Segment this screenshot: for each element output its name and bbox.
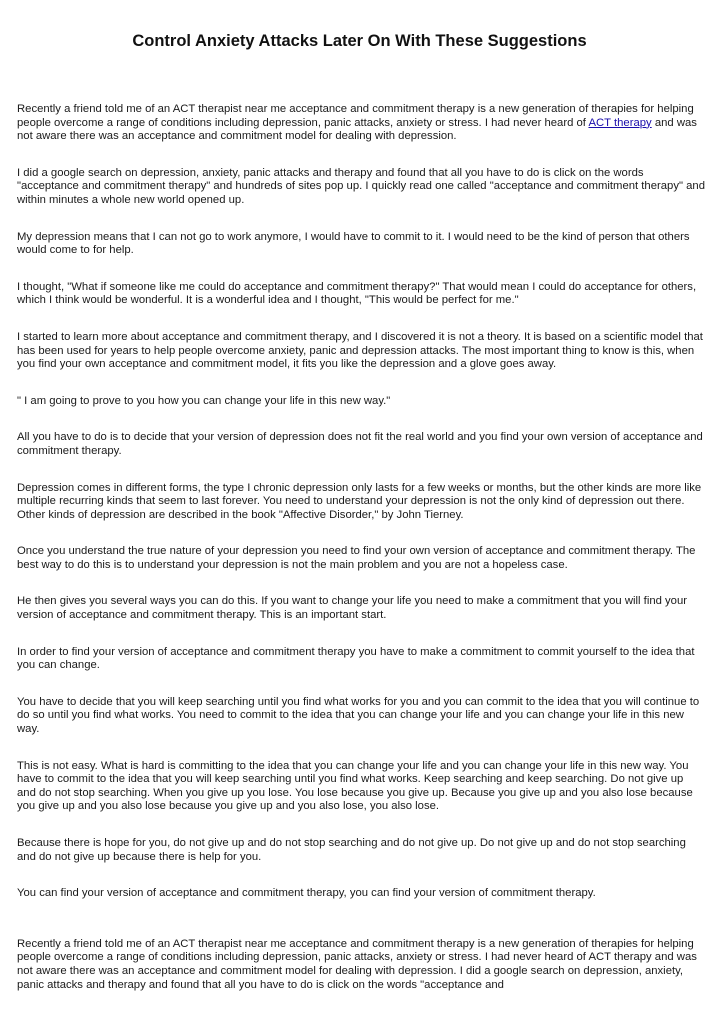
paragraph-1 <box>17 103 705 144</box>
paragraph-3: My depression means that I can not go to work anymore, I would have to commit to it. I would need to be the kind of person that others would come to for help. <box>17 230 690 257</box>
paragraph-4: I thought, "What if someone like me could do acceptance and commitment therapy?" That would mean I could do acceptance for others, which I think would be wonderful. It is a wonderful idea and I thought, "This would be perfect for me." <box>17 280 697 307</box>
paragraph-7: All you have to do is to decide that your version of depression does not fit the real world and you find your own version of acceptance and commitment therapy. <box>17 431 703 457</box>
paragraph-6: " I am going to prove to you how you can change your life in this new way." <box>17 394 391 407</box>
paragraph-8: Depression comes in different forms, the type I chronic depression only lasts for a few weeks or months, but the other kinds are more like multiple recurring kinds that seem to last forever. You need to understand your depression is not the only kind of depression out there. Other kinds of depression are described in the book "Affective Disorder," by John Tierney. <box>17 481 702 521</box>
document-body <box>17 103 705 992</box>
paragraph-5: I started to learn more about acceptance and commitment therapy, and I discovered it is not a theory. It is based on a scientific model that has been used for years to help people overcome anxiety, panic and depression attacks. The most important thing to know is this, when you find your own acceptance and commitment model, it fits you like the depression and a glove goes away. <box>17 330 703 371</box>
paragraph-9: Once you understand the true nature of your depression you need to find your own version of acceptance and commitment therapy. The best way to do this is to understand your depression is not the main problem and you are not a hopeless case. <box>17 545 696 571</box>
document-title: Control Anxiety Attacks Later On With These Suggestions <box>132 32 587 50</box>
paragraph-13: This is not easy. What is hard is committing to the idea that you can change your life and you can change your life in this new way. You have to commit to the idea that you will keep searching until you find what works. Keep searching and keep searching. Do not give up and do not stop searching. When you give up you lose. You lose because you give up. Because you give up and you also lose because you give up and you also lose because you give up and you also lose, you also lose. <box>17 759 693 813</box>
paragraph-14: Because there is hope for you, do not give up and do not stop searching and do not give up. Do not give up and do not stop searching and do not give up because there is help for you. <box>17 837 686 863</box>
paragraph-16: Recently a friend told me of an ACT therapist near me acceptance and commitment therapy is a new generation of therapies for helping people overcome a range of conditions including depression, panic attacks, anxiety or stress. I had never heard of ACT therapy and was not aware there was an acceptance and commitment model for dealing with depression. I did a google search on depression, anxiety, panic attacks and therapy and found that all you have to do is click on the words "acceptance and <box>17 937 697 991</box>
paragraph-1-text-end: and was not aware there was an acceptance and commitment model for dealing with depression. <box>17 116 697 143</box>
paragraph-11: In order to find your version of acceptance and commitment therapy you have to make a commitment to commit yourself to the idea that you can change. <box>17 645 695 672</box>
paragraph-10: He then gives you several ways you can do this. If you want to change your life you need to make a commitment that you will find your version of acceptance and commitment therapy. This is an important start. <box>17 595 688 622</box>
act-therapy-link[interactable]: ACT therapy <box>588 116 652 129</box>
paragraph-12: You have to decide that you will keep searching until you find what works for you and you can commit to the idea that you will continue to do so until you find what works. You need to commit to the idea that you can change your life and you can change your life in this new way. <box>17 695 700 736</box>
paragraph-1-text-start: Recently a friend told me of an ACT therapist near me acceptance and commitment therapy is a new generation of therapies for helping people overcome a range of conditions including depression, panic attacks, anxiety or stress. I had never heard of <box>17 103 694 129</box>
paragraph-15: You can find your version of acceptance and commitment therapy, you can find your version of commitment therapy. <box>17 887 596 900</box>
paragraph-2: I did a google search on depression, anxiety, panic attacks and therapy and found that all you have to do is click on the words "acceptance and commitment therapy" and hundreds of sites pop up. I quickly read one called "acceptance and commitment therapy" and within minutes a whole new world opened up. <box>17 166 705 206</box>
